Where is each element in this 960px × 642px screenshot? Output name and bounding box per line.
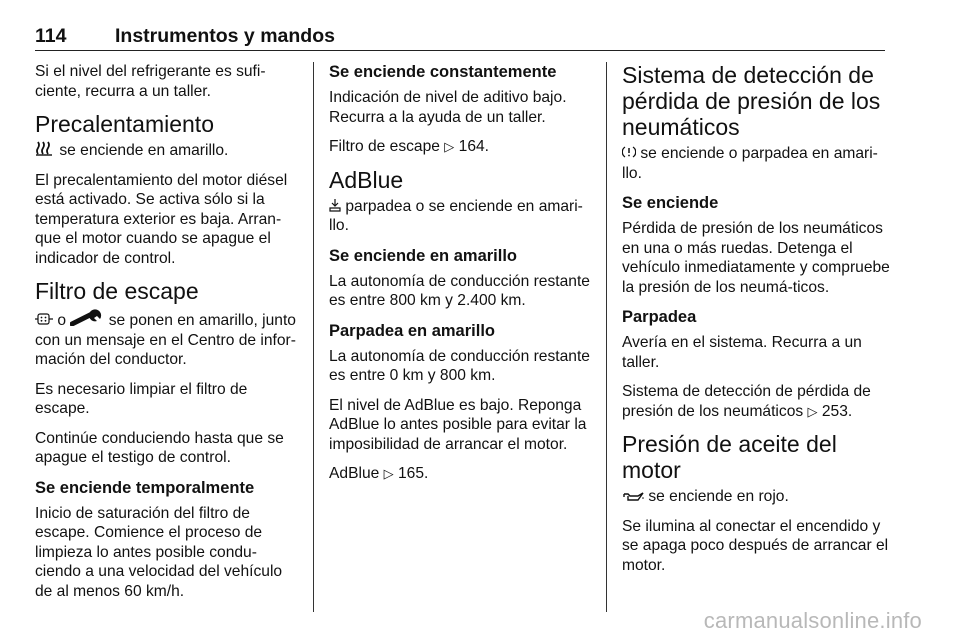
column-divider	[313, 62, 314, 612]
column-divider	[606, 62, 607, 612]
tire-pressure-icon	[622, 145, 636, 159]
page-number: 114	[35, 25, 67, 47]
adblue-reference-text: AdBlue	[329, 465, 380, 482]
adblue-reference-page[interactable]: 165.	[397, 465, 429, 482]
wrench-icon	[70, 308, 104, 326]
column-middle	[329, 62, 591, 494]
oil-body: Se ilumina al conectar el encendido y se apaga poco después de arrancar el motor.	[622, 517, 889, 574]
tpms-reference	[622, 382, 890, 421]
glow-plug-line	[35, 141, 297, 161]
parpadea-body-1: La autonomía de conducción restante es entre 0 km y 800 km.	[329, 347, 590, 384]
amarillo-body: La autonomía de conducción restante es entre 800 km y 2.400 km.	[329, 272, 590, 309]
section-heading-filtro: Filtro de escape	[35, 278, 199, 304]
parpadea-body: Avería en el sistema. Recurra a un taller.	[622, 334, 862, 371]
temporal-body: Inicio de saturación del filtro de escape. Comience el proceso de limpieza lo antes posible condu-ciendo a una velocidad del vehículo de al menos 60 km/h.	[35, 504, 283, 600]
oil-status: se enciende en rojo.	[648, 488, 789, 505]
filter-reference-text: Filtro de escape	[329, 138, 440, 155]
section-heading-adblue: AdBlue	[329, 166, 404, 193]
enciende-body: Pérdida de presión de los neumáticos en una o más ruedas. Detenga el vehículo inmediatamente y compruebe la presión de los neumá-ticos.	[622, 220, 890, 296]
subheading-constante: Se enciende constantemente	[329, 63, 557, 81]
particle-filter-icon	[35, 312, 53, 326]
filter-warning-line	[35, 308, 297, 370]
adblue-status: parpadea o se enciende en amari-llo.	[329, 197, 583, 234]
coolant-note: Si el nivel del refrigerante es sufi-ciente, recurra a un taller.	[35, 63, 266, 100]
precalentamiento-body: El precalentamiento del motor diésel está activado. Se activa sólo si la temperatura exterior es baja. Arran-que el motor cuando se apague el indicador de control.	[35, 171, 288, 267]
watermark: carmanualsonline.info	[703, 608, 922, 633]
subheading-amarillo: Se enciende en amarillo	[329, 246, 517, 265]
page-reference-arrow-icon: ▷	[444, 139, 455, 154]
page-reference-arrow-icon: ▷	[807, 403, 818, 419]
adblue-icon	[329, 198, 341, 212]
oil-can-icon	[622, 490, 644, 502]
or-word: o	[57, 312, 67, 329]
oil-line	[622, 487, 890, 507]
tpms-reference-page[interactable]: 253.	[821, 402, 853, 420]
adblue-reference	[329, 464, 591, 484]
tpms-reference-text: Sistema de detección de pérdida de presión de los neumáticos	[622, 383, 871, 420]
subheading-enciende: Se enciende	[622, 194, 719, 212]
filter-reference	[329, 137, 591, 157]
parpadea-body-2: El nivel de AdBlue es bajo. Reponga AdBlue lo antes posible para evitar la imposibilidad de arrancar el motor.	[329, 396, 587, 453]
glow-plug-status: se enciende en amarillo.	[59, 142, 229, 159]
tpms-line	[622, 144, 890, 183]
filter-warning-text: se ponen en amarillo, junto con un mensaje en el Centro de infor-mación del conductor.	[35, 312, 296, 368]
tpms-status: se enciende o parpadea en amari-llo.	[622, 145, 878, 182]
column-left	[35, 62, 297, 611]
subheading-parpadea: Parpadea	[622, 308, 697, 326]
page-reference-arrow-icon: ▷	[383, 466, 394, 481]
chapter-title: Instrumentos y mandos	[115, 25, 335, 47]
subheading-temporal: Se enciende temporalmente	[35, 478, 255, 497]
adblue-line	[329, 197, 591, 236]
subheading-parpadea-amarillo: Parpadea en amarillo	[329, 321, 495, 340]
section-heading-oil: Presión de aceite del motor	[622, 431, 837, 483]
constante-body: Indicación de nivel de aditivo bajo. Recurra a la ayuda de un taller.	[329, 89, 567, 126]
page-header	[35, 22, 885, 51]
glow-plug-icon	[35, 141, 55, 156]
section-heading-precalentamiento: Precalentamiento	[35, 111, 214, 137]
section-heading-tpms: Sistema de detección de pérdida de presión de los neumáticos	[622, 62, 881, 140]
filter-continue-note: Continúe conduciendo hasta que se apague el testigo de control.	[35, 429, 284, 466]
filter-clean-note: Es necesario limpiar el filtro de escape.	[35, 380, 248, 417]
filter-reference-page[interactable]: 164.	[458, 138, 489, 155]
column-right	[622, 62, 890, 585]
